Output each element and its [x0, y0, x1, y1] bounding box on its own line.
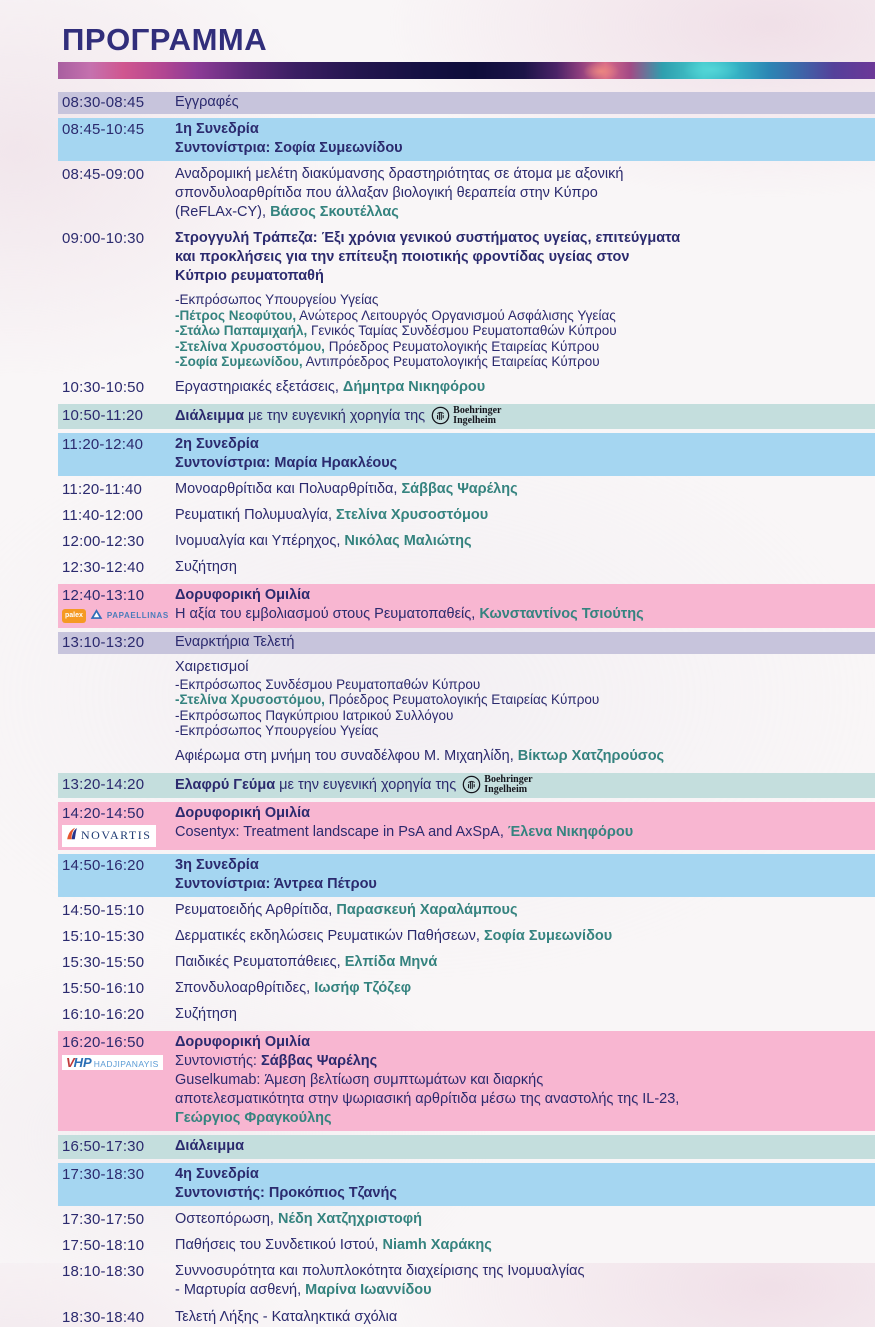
- program-row: [58, 927, 875, 946]
- program-row: [58, 1135, 875, 1159]
- time-cell: [58, 378, 175, 397]
- time-range: 17:50-18:10: [62, 1236, 145, 1254]
- row-content: [175, 1262, 875, 1300]
- time-cell: [58, 1210, 175, 1229]
- time-cell: [58, 435, 175, 454]
- program-line: [175, 292, 869, 308]
- program-row: [58, 1236, 875, 1255]
- boehringer-ingelheim-logo: [431, 406, 501, 426]
- boehringer-ingelheim-logo: [462, 775, 532, 795]
- speaker-name: -Στελίνα Χρυσοστόμου,: [175, 692, 325, 707]
- time-cell: [58, 953, 175, 972]
- program-row: [58, 1005, 875, 1024]
- program-line: [175, 1005, 869, 1024]
- program-line: [175, 267, 869, 286]
- time-cell: [58, 856, 175, 875]
- speaker-name: Στελίνα Χρυσοστόμου: [336, 506, 489, 523]
- row-content: [175, 1033, 875, 1128]
- program-line: [175, 120, 869, 139]
- time-cell: [58, 633, 175, 652]
- program-row: [58, 558, 875, 577]
- speaker-name: Δήμητρα Νικηφόρου: [342, 378, 486, 395]
- time-range: 10:50-11:20: [62, 406, 144, 424]
- time-cell: [58, 586, 175, 625]
- time-cell: [58, 406, 175, 425]
- program-line: [175, 1262, 869, 1281]
- program-row: [58, 1210, 875, 1229]
- program-text: Γενικός Ταμίας Συνδέσμου Ρευματοπαθών Κύπρου: [307, 323, 617, 338]
- time-cell: [58, 532, 175, 551]
- program-row: [58, 773, 875, 798]
- program-text: Cosentyx: Treatment landscape in PsA and AxSpA,: [175, 823, 508, 840]
- program-line: [175, 1033, 869, 1052]
- program-line: [175, 558, 869, 577]
- program-text: Εργαστηριακές εξετάσεις,: [175, 378, 343, 395]
- program-text: 4η Συνεδρία: [175, 1165, 259, 1182]
- program-text: - Μαρτυρία ασθενή,: [175, 1281, 306, 1298]
- program-row: [58, 658, 875, 766]
- program-line: [175, 229, 869, 248]
- palex-wordmark: palex: [62, 609, 86, 623]
- program-text: Αναδρομική μελέτη διακύμανσης δραστηριότητας σε άτομα με αξονική: [175, 166, 624, 182]
- row-content: [175, 532, 875, 551]
- time-range: 17:30-18:30: [62, 1165, 145, 1183]
- program-row: [58, 901, 875, 920]
- program-row: [58, 506, 875, 525]
- program-line: [175, 139, 869, 158]
- vhp-hp-letters: HP: [73, 1054, 92, 1070]
- program-text: Διάλειμμα: [175, 407, 244, 424]
- program-line: [175, 708, 869, 724]
- time-range: 11:20-12:40: [62, 435, 144, 453]
- program-text: Οστεοπόρωση,: [175, 1210, 278, 1227]
- row-content: [175, 406, 875, 426]
- program-row: [58, 92, 875, 114]
- time-range: 09:00-10:30: [62, 230, 145, 247]
- program-text: 2η Συνεδρία: [175, 435, 259, 452]
- speaker-name: Βίκτωρ Χατζηρούσος: [517, 747, 665, 764]
- program-row: [58, 378, 875, 397]
- time-range: 14:50-16:20: [62, 856, 145, 874]
- row-content: [175, 1165, 875, 1203]
- program-text: Συντονιστής:: [175, 1052, 261, 1069]
- program-text: Συντονίστρια: Μαρία Ηρακλέους: [175, 454, 398, 471]
- program-line: [175, 747, 869, 766]
- program-row: [58, 165, 875, 222]
- boehringer-word-1: Boehringer: [453, 404, 502, 416]
- time-cell: [58, 1005, 175, 1024]
- time-range: 16:50-17:30: [62, 1137, 145, 1155]
- time-range: 18:10-18:30: [62, 1262, 145, 1280]
- row-content: [175, 1308, 875, 1327]
- program-text: 3η Συνεδρία: [175, 856, 259, 873]
- papaellinas-wordmark: PAPAELLINAS: [106, 611, 169, 620]
- program-text: Δερματικές εκδηλώσεις Ρευματικών Παθήσεων,: [175, 927, 484, 944]
- program-text: Guselkumab: Άμεση βελτίωση συμπτωμάτων και διαρκής: [175, 1071, 544, 1088]
- program-line: [175, 775, 869, 795]
- program-line: [175, 804, 869, 823]
- program-line: [175, 927, 869, 946]
- program-line: [175, 339, 869, 355]
- program-row: [58, 480, 875, 499]
- program-line: [175, 93, 869, 112]
- program-text: -Εκπρόσωπος Υπουργείου Υγείας: [175, 292, 379, 307]
- novartis-wordmark: NOVARTIS: [81, 828, 152, 842]
- program-line: [175, 378, 869, 397]
- hadjipanayis-wordmark: HADJIPANAYIS: [93, 1058, 159, 1069]
- time-range: 11:20-11:40: [62, 480, 143, 498]
- row-content: [175, 1005, 875, 1024]
- program-text: Δορυφορική Ομιλία: [175, 1033, 311, 1050]
- program-text: και προκλήσεις για την επίτευξη ποιοτικής φροντίδας υγείας στον: [175, 249, 630, 265]
- time-cell: [58, 1308, 175, 1327]
- row-content: [175, 927, 875, 946]
- boehringer-mark-icon: [462, 775, 481, 794]
- row-content: [175, 804, 875, 842]
- program-line: [175, 308, 869, 324]
- time-cell: [58, 1137, 175, 1156]
- program-line: [175, 723, 869, 739]
- time-range: 15:50-16:10: [62, 979, 145, 997]
- time-range: 13:10-13:20: [62, 633, 145, 651]
- time-cell: [58, 93, 175, 112]
- program-text: με την ευγενική χορηγία της: [244, 407, 430, 424]
- program-row: [58, 118, 875, 161]
- time-range: 16:10-16:20: [62, 1005, 145, 1023]
- program-text: -Εκπρόσωπος Υπουργείου Υγείας: [175, 723, 379, 738]
- program-row: [58, 584, 875, 628]
- program-text: Ινομυαλγία και Υπέρηχος,: [175, 532, 345, 549]
- program-row: [58, 404, 875, 429]
- speaker-name: Ιωσήφ Τζόζεφ: [314, 979, 412, 996]
- program-text: Ρευματοειδής Αρθρίτιδα,: [175, 901, 337, 918]
- row-content: [175, 93, 875, 112]
- program-row: [58, 854, 875, 897]
- speaker-name: Μαρίνα Ιωαννίδου: [305, 1281, 432, 1298]
- program-line: [175, 323, 869, 339]
- time-range: 14:20-14:50: [62, 804, 145, 822]
- program-line: [175, 633, 869, 652]
- program-row: [58, 1163, 875, 1206]
- program-line: [175, 454, 869, 473]
- row-content: [175, 856, 875, 894]
- time-range: 12:30-12:40: [62, 558, 145, 576]
- row-content: [175, 1236, 875, 1255]
- program-line: [175, 165, 869, 184]
- program-line: [175, 506, 869, 525]
- time-cell: [58, 804, 175, 847]
- time-cell: [58, 480, 175, 499]
- program-row: [58, 1308, 875, 1327]
- row-content: [175, 633, 875, 652]
- program-line: [175, 1281, 869, 1300]
- program-text: Εναρκτήρια Τελετή: [175, 633, 295, 650]
- row-content: [175, 558, 875, 577]
- program-line: [175, 979, 869, 998]
- row-content: [175, 378, 875, 397]
- time-cell: [58, 506, 175, 525]
- time-range: 08:30-08:45: [62, 94, 145, 111]
- program-text: Ελαφρύ Γεύμα: [175, 776, 276, 793]
- time-range: 12:40-13:10: [62, 586, 145, 604]
- novartis-flame-icon: [65, 826, 78, 846]
- speaker-name: -Πέτρος Νεοφύτου,: [175, 307, 297, 323]
- program-text: Η αξία του εμβολιασμού στους Ρευματοπαθείς,: [175, 605, 480, 622]
- program-text: (ReFLAx-CY),: [175, 204, 271, 220]
- palex-papaellinas-logo: [62, 607, 175, 625]
- program-line: [175, 875, 869, 894]
- program-text: Παιδικές Ρευματοπάθειες,: [175, 953, 345, 970]
- time-range: 17:30-17:50: [62, 1210, 145, 1228]
- program-line: [175, 1090, 869, 1109]
- novartis-logo: [62, 825, 156, 847]
- time-range: 12:00-12:30: [62, 532, 145, 550]
- program-text: Συντονίστρια: Άντρεα Πέτρου: [175, 875, 377, 892]
- time-cell: [58, 1033, 175, 1070]
- program-text: Συζήτηση: [175, 1005, 237, 1022]
- time-range: 15:10-15:30: [62, 927, 145, 945]
- time-cell: [58, 1262, 175, 1281]
- speaker-name: Νικόλας Μαλιώτης: [344, 532, 472, 549]
- program-line: [175, 1109, 869, 1128]
- program-text: -Εκπρόσωπος Συνδέσμου Ρευματοπαθών Κύπρου: [175, 676, 481, 692]
- program-text: Αφιέρωμα στη μνήμη του συναδέλφου Μ. Μιχαηλίδη,: [175, 747, 518, 764]
- program-text: Μονοαρθρίτιδα και Πολυαρθρίτιδα,: [175, 480, 402, 497]
- speaker-name: Ελπίδα Μηνά: [344, 953, 438, 970]
- time-range: 13:20-14:20: [62, 775, 145, 793]
- program-text: Συζήτηση: [175, 558, 237, 575]
- program-line: [175, 692, 869, 708]
- program-row: [58, 1262, 875, 1300]
- speaker-name: -Στελίνα Χρυσοστόμου,: [175, 338, 325, 354]
- program-text: Χαιρετισμοί: [175, 658, 249, 675]
- time-range: 16:20-16:50: [62, 1033, 145, 1051]
- boehringer-word-2: Ingelheim: [484, 783, 528, 795]
- program-row: [58, 1031, 875, 1131]
- program-line: [175, 1052, 869, 1071]
- program-line: [175, 1210, 869, 1229]
- program-line: [175, 406, 869, 426]
- program-text: Σάββας Ψαρέλης: [261, 1052, 378, 1069]
- time-range: 11:40-12:00: [62, 506, 144, 524]
- vhp-v-letter: V: [66, 1054, 75, 1070]
- program-row: [58, 229, 875, 370]
- speaker-name: Σάββας Ψαρέλης: [401, 480, 518, 497]
- program-text: Παθήσεις του Συνδετικού Ιστού,: [175, 1236, 383, 1253]
- time-cell: [58, 901, 175, 920]
- row-content: [175, 480, 875, 499]
- program-text: Κύπριο ρευματοπαθή: [175, 268, 324, 284]
- program-text: Εγγραφές: [175, 94, 239, 110]
- row-content: [175, 775, 875, 795]
- program-row: [58, 532, 875, 551]
- speaker-name: Σοφία Συμεωνίδου: [483, 927, 613, 944]
- time-range: 18:30-18:40: [62, 1308, 145, 1326]
- row-content: [175, 1137, 875, 1156]
- speaker-name: Έλενα Νικηφόρου: [507, 823, 634, 840]
- speaker-name: Niamh Χαράκης: [382, 1236, 492, 1253]
- time-cell: [58, 229, 175, 248]
- program-text: -Εκπρόσωπος Παγκύπριου Ιατρικού Συλλόγου: [175, 707, 454, 723]
- program-text: Συννοσυρότητα και πολυπλοκότητα διαχείρισης της Ινομυαλγίας: [175, 1262, 585, 1279]
- time-range: 15:30-15:50: [62, 953, 145, 971]
- time-range: 14:50-15:10: [62, 901, 145, 919]
- decorative-banner-image: [58, 62, 875, 79]
- time-cell: [58, 120, 175, 139]
- program-line: [175, 532, 869, 551]
- program-text: Πρόεδρος Ρευματολογικής Εταιρείας Κύπρου: [324, 692, 600, 707]
- program-line: [175, 605, 869, 624]
- program-text: Στρογγυλή Τράπεζα: Έξι χρόνια γενικού συστήματος υγείας, επιτεύγματα: [175, 230, 681, 246]
- speaker-name: Νέδη Χατζηχριστοφή: [278, 1210, 422, 1227]
- program-line: [175, 901, 869, 920]
- time-cell: [58, 558, 175, 577]
- program-text: Αντιπρόεδρος Ρευματολογικής Εταιρείας Κύπρου: [302, 354, 600, 369]
- page-title: ΠΡΟΓΡΑΜΜΑ: [62, 22, 268, 57]
- program-text: Συντονιστής: Προκόπιος Τζανής: [175, 1184, 397, 1201]
- row-content: [175, 901, 875, 920]
- program-line: [175, 1137, 869, 1156]
- papaellinas-triangle-icon: [90, 607, 103, 625]
- program-line: [175, 586, 869, 605]
- program-text: Δορυφορική Ομιλία: [175, 804, 311, 821]
- vhp-hadjipanayis-logo: [62, 1055, 163, 1070]
- time-range: 08:45-10:45: [62, 121, 145, 138]
- program-text: Τελετή Λήξης - Καταληκτικά σχόλια: [175, 1308, 398, 1325]
- boehringer-word-1: Boehringer: [484, 773, 533, 785]
- program-row: [58, 953, 875, 972]
- speaker-name: -Στάλω Παπαμιχαήλ,: [175, 323, 308, 338]
- program-line: [175, 184, 869, 203]
- boehringer-wordmark: [453, 406, 501, 426]
- row-content: [175, 229, 875, 370]
- boehringer-word-2: Ingelheim: [453, 414, 496, 426]
- program-line: [175, 1071, 869, 1090]
- program-text: 1η Συνεδρία: [175, 121, 259, 137]
- row-content: [175, 435, 875, 473]
- program-line: [175, 1308, 869, 1327]
- program-text: Διάλειμμα: [175, 1137, 244, 1154]
- row-content: [175, 586, 875, 624]
- program-row: [58, 979, 875, 998]
- row-content: [175, 506, 875, 525]
- program-line: [175, 823, 869, 842]
- row-content: [175, 953, 875, 972]
- speaker-name: Γεώργιος Φραγκούλης: [175, 1109, 332, 1126]
- row-content: [175, 979, 875, 998]
- time-cell: [58, 927, 175, 946]
- row-content: [175, 120, 875, 158]
- program-text: Συντονίστρια: Σοφία Συμεωνίδου: [175, 140, 403, 156]
- program-line: [175, 435, 869, 454]
- program-row: [58, 433, 875, 476]
- program-text: Δορυφορική Ομιλία: [175, 586, 311, 603]
- time-range: 10:30-10:50: [62, 378, 145, 396]
- program-text: σπονδυλοαρθρίτιδα που άλλαξαν βιολογική θεραπεία στην Κύπρο: [175, 185, 598, 201]
- time-cell: [58, 775, 175, 794]
- program-line: [175, 856, 869, 875]
- speaker-name: Βάσος Σκουτέλλας: [270, 204, 399, 220]
- program-text: αποτελεσματικότητα στην ψωριασική αρθρίτιδα μέσω της αναστολής της IL-23,: [175, 1090, 680, 1107]
- time-cell: [58, 1236, 175, 1255]
- time-cell: [58, 165, 175, 184]
- speaker-name: -Σοφία Συμεωνίδου,: [175, 354, 303, 369]
- program-line: [175, 354, 869, 370]
- program-text: με την ευγενική χορηγία της: [275, 776, 461, 793]
- boehringer-mark-icon: [431, 406, 450, 425]
- boehringer-wordmark: [484, 775, 532, 795]
- program-text: Σπονδυλοαρθρίτιδες,: [175, 979, 315, 996]
- program-line: [175, 1236, 869, 1255]
- program-row: [58, 632, 875, 654]
- program-text: Πρόεδρος Ρευματολογικής Εταιρείας Κύπρου: [324, 338, 600, 354]
- time-cell: [58, 979, 175, 998]
- speaker-name: Παρασκευή Χαραλάμπους: [336, 901, 518, 918]
- program-line: [175, 953, 869, 972]
- program-line: [175, 203, 869, 222]
- row-content: [175, 658, 875, 766]
- program-text: Ανώτερος Λειτουργός Οργανισμού Ασφάλισης Υγείας: [296, 307, 616, 323]
- row-content: [175, 1210, 875, 1229]
- program-table: [0, 92, 875, 1327]
- program-row: [58, 802, 875, 850]
- time-cell: [58, 1165, 175, 1184]
- program-text: Ρευματική Πολυμυαλγία,: [175, 506, 337, 523]
- speaker-name: Κωνσταντίνος Τσιούτης: [479, 605, 644, 622]
- program-line: [175, 480, 869, 499]
- time-range: 08:45-09:00: [62, 166, 145, 183]
- program-line: [175, 1165, 869, 1184]
- program-line: [175, 658, 869, 677]
- program-line: [175, 1184, 869, 1203]
- program-line: [175, 677, 869, 693]
- row-content: [175, 165, 875, 222]
- program-line: [175, 248, 869, 267]
